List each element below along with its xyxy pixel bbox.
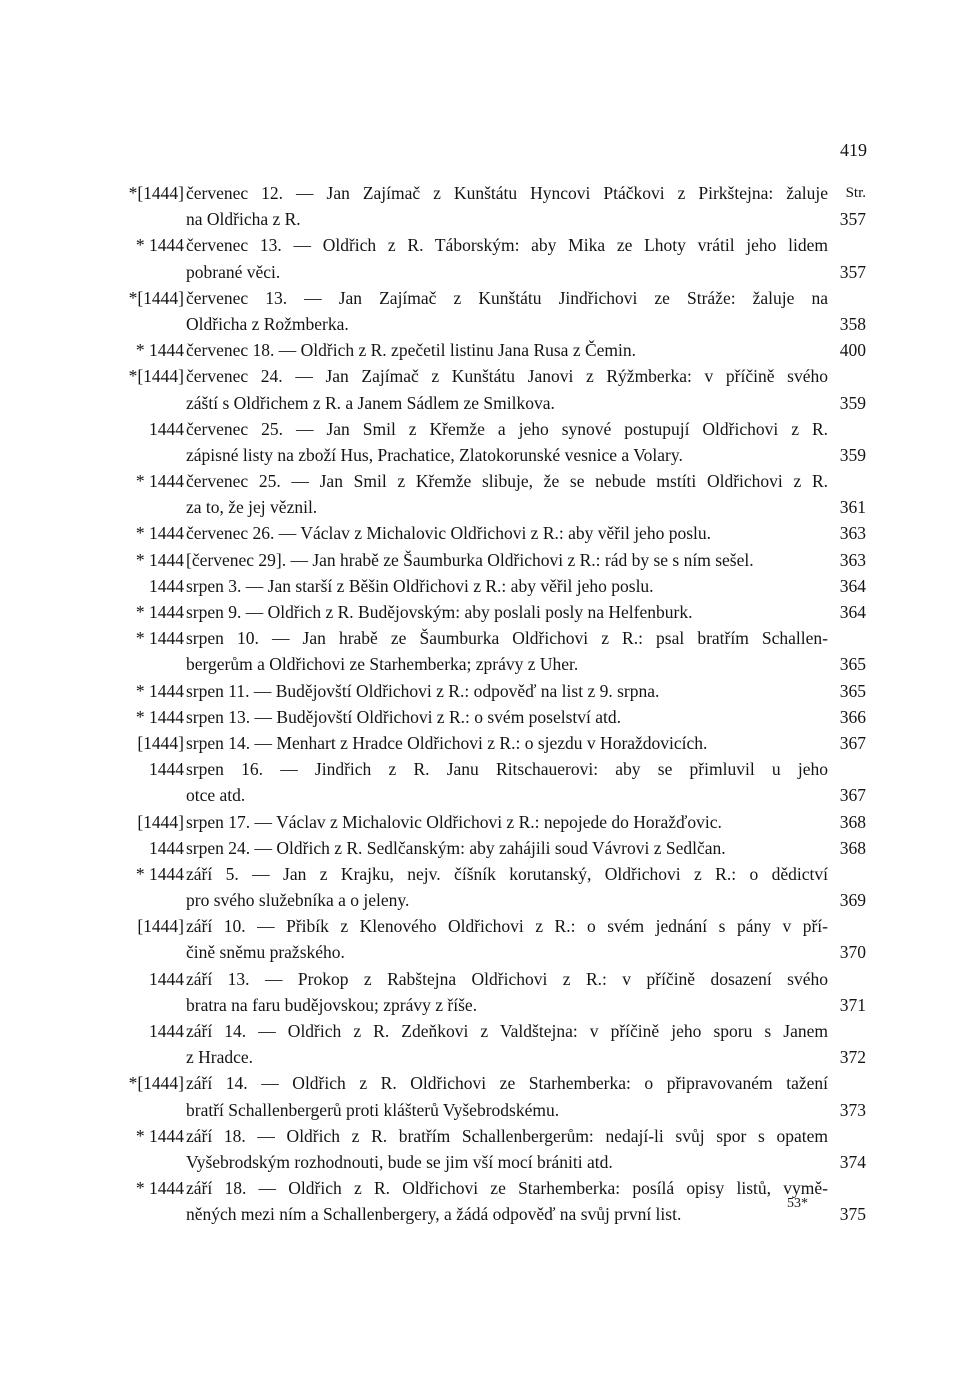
- entry-text: Vyšebrodským rozhodnouti, bude se jim vší mocí brániti atd.: [186, 1151, 613, 1172]
- entry-line: [116, 599, 866, 625]
- index-entry: [116, 520, 866, 546]
- index-entry: [116, 835, 866, 861]
- index-entry: [116, 861, 866, 913]
- entry-date: [1444]: [137, 732, 184, 753]
- index-entry: [116, 599, 866, 625]
- entry-date: *[1444]: [128, 183, 184, 203]
- entry-line: [116, 520, 866, 546]
- entry-page-ref: 367: [839, 785, 866, 806]
- entry-page-ref: 358: [839, 313, 866, 334]
- entry-line: [116, 285, 866, 311]
- entry-text: srpen 14. — Menhart z Hradce Oldřichovi z R.: o sjezdu v Horaždovicích.: [186, 732, 708, 753]
- index-entry: [116, 1018, 866, 1070]
- entry-text: srpen 3. — Jan starší z Běšin Oldřichovi z R.: aby věřil jeho poslu.: [186, 575, 654, 596]
- entry-line: [116, 259, 866, 285]
- entry-text: čině sněmu pražského.: [186, 942, 345, 963]
- entry-page-ref: 370: [839, 942, 866, 963]
- entry-date: 1444: [149, 968, 184, 989]
- entry-date: * 1444: [135, 1125, 184, 1146]
- entry-text: záští s Oldřichem z R. a Janem Sádlem ze Smilkova.: [186, 392, 555, 413]
- index-entry: [116, 285, 866, 337]
- index-entry: [116, 730, 866, 756]
- entry-text: za to, že jej věznil.: [186, 497, 318, 518]
- entry-date: [1444]: [137, 811, 184, 832]
- entry-line: [116, 730, 866, 756]
- entry-text: září 13. — Prokop z Rabštejna Oldřichovi z R.: v příčině dosazení svého: [186, 968, 828, 989]
- entry-date: * 1444: [135, 602, 184, 622]
- entry-date: 1444: [149, 418, 184, 439]
- entry-date: * 1444: [135, 706, 184, 727]
- entry-line: [116, 651, 866, 677]
- index-entry: [116, 809, 866, 835]
- entry-date: * 1444: [135, 863, 184, 884]
- entry-text: září 5. — Jan z Krajku, nejv. číšník korutanský, Oldřichovi z R.: o dědictví: [186, 863, 828, 884]
- entry-date: *[1444]: [128, 366, 184, 387]
- entry-line: [116, 416, 866, 442]
- entry-text: srpen 9. — Oldřich z R. Budějovským: aby poslali posly na Helfenburk.: [186, 602, 693, 622]
- entry-page-ref: 361: [839, 497, 866, 518]
- entry-page-ref: 369: [839, 890, 866, 911]
- entry-page-ref: 357: [839, 209, 866, 230]
- entry-line: [116, 390, 866, 416]
- entry-text: [červenec 29]. — Jan hrabě ze Šaumburka Oldřichovi z R.: rád by se s ním sešel.: [186, 549, 754, 570]
- entry-text: září 14. — Oldřich z R. Oldřichovi ze Starhemberka: o připravovaném tažení: [186, 1073, 828, 1094]
- entry-line: [116, 756, 866, 782]
- entry-text: srpen 11. — Budějovští Oldřichovi z R.: odpověď na list z 9. srpna.: [186, 680, 660, 701]
- entry-line: [116, 678, 866, 704]
- entry-text: srpen 24. — Oldřich z R. Sedlčanským: aby zahájili soud Vávrovi z Sedlčan.: [186, 837, 726, 858]
- entry-page-ref: 373: [839, 1099, 866, 1120]
- entry-page-ref: 368: [839, 837, 866, 858]
- entry-line: [116, 1097, 866, 1123]
- entry-text: srpen 17. — Václav z Michalovic Oldřichovi z R.: nepojede do Horažďovic.: [186, 811, 722, 832]
- entry-date: * 1444: [135, 471, 184, 492]
- index-entry: [116, 625, 866, 677]
- index-entries: [116, 180, 866, 1228]
- index-entry: [116, 232, 866, 284]
- entry-date: * 1444: [135, 680, 184, 701]
- index-entry: [116, 756, 866, 808]
- entry-text: bratří Schallenbergerů proti klášterů Vyšebrodskému.: [186, 1099, 560, 1120]
- entry-text: Oldřicha z Rožmberka.: [186, 313, 349, 334]
- index-entry: [116, 1070, 866, 1122]
- entry-line: [116, 625, 866, 651]
- entry-page-ref: 357: [839, 261, 866, 282]
- entry-date: *[1444]: [128, 1073, 184, 1094]
- entry-line: [116, 887, 866, 913]
- entry-text: srpen 16. — Jindřich z R. Janu Ritschauerovi: aby se přimluvil u jeho: [186, 759, 828, 780]
- entry-line: [116, 782, 866, 808]
- entry-line: [116, 913, 866, 939]
- entry-text: na Oldřicha z R.: [186, 209, 301, 230]
- entry-text: září 18. — Oldřich z R. bratřím Schallenbergerům: nedají-li svůj spor s opatem: [186, 1125, 828, 1146]
- entry-page-ref: 365: [839, 654, 866, 675]
- entry-line: [116, 966, 866, 992]
- entry-page-ref: 363: [839, 549, 866, 570]
- entry-text: červenec 25. — Jan Smil z Křemže slibuje, že se nebude mstíti Oldřichovi z R.: [186, 471, 828, 492]
- entry-line: [116, 494, 866, 520]
- entry-text: z Hradce.: [186, 1047, 254, 1068]
- entry-line: [116, 809, 866, 835]
- index-entry: [116, 704, 866, 730]
- entry-page-ref: 374: [839, 1151, 866, 1172]
- entry-text: červenec 12. — Jan Zajímač z Kunštátu Hyncovi Ptáčkovi z Pirkštejna: žaluje: [186, 183, 828, 203]
- entry-date: * 1444: [135, 549, 184, 570]
- entry-date: * 1444: [135, 340, 184, 361]
- index-entry: [116, 573, 866, 599]
- entry-line: [116, 573, 866, 599]
- entry-line: [116, 1070, 866, 1096]
- entry-line: [116, 206, 866, 232]
- entry-date: * 1444: [135, 628, 184, 649]
- entry-line: [116, 704, 866, 730]
- index-entry: [116, 1123, 866, 1175]
- entry-page-ref: 372: [839, 1047, 866, 1068]
- entry-date: * 1444: [135, 1178, 184, 1199]
- index-entry: [116, 468, 866, 520]
- entry-line: [116, 835, 866, 861]
- index-entry: [116, 678, 866, 704]
- entry-text: bratra na faru budějovskou; zprávy z říše.: [186, 994, 478, 1015]
- entry-page-ref: 359: [839, 444, 866, 465]
- index-entry: [116, 966, 866, 1018]
- entry-text: červenec 25. — Jan Smil z Křemže a jeho synové postupují Oldřichovi z R.: [186, 418, 828, 439]
- entry-page-ref: 400: [839, 340, 866, 361]
- entry-page-ref: 365: [839, 680, 866, 701]
- entry-line: [116, 1201, 866, 1227]
- entry-text: září 10. — Přibík z Klenového Oldřichovi z R.: o svém jednání s pány v pří-: [186, 916, 828, 937]
- entry-date: 1444: [149, 759, 184, 780]
- entry-text: pobrané věci.: [186, 261, 281, 282]
- index-entry: [116, 180, 866, 232]
- entry-line: [116, 861, 866, 887]
- entry-page-ref: 368: [839, 811, 866, 832]
- index-entry: [116, 547, 866, 573]
- index-entry: [116, 337, 866, 363]
- entry-line: [116, 1044, 866, 1070]
- entry-text: červenec 13. — Jan Zajímač z Kunštátu Jindřichovi ze Stráže: žaluje na: [186, 287, 828, 308]
- entry-date: *[1444]: [128, 287, 184, 308]
- entry-line: [116, 992, 866, 1018]
- entry-text: červenec 26. — Václav z Michalovic Oldřichovi z R.: aby věřil jeho poslu.: [186, 523, 711, 544]
- entry-page-ref: 364: [839, 575, 866, 596]
- index-entry: [116, 1175, 866, 1227]
- entry-text: srpen 13. — Budějovští Oldřichovi z R.: o svém poselství atd.: [186, 706, 622, 727]
- entry-page-ref: 375: [839, 1204, 866, 1225]
- entry-text: zápisné listy na zboží Hus, Prachatice, Zlatokorunské vesnice a Volary.: [186, 444, 683, 465]
- entry-line: [116, 442, 866, 468]
- entry-text: otce atd.: [186, 785, 246, 806]
- entry-date: * 1444: [135, 235, 184, 256]
- entry-date: 1444: [149, 837, 184, 858]
- entry-text: srpen 10. — Jan hrabě ze Šaumburka Oldřichovi z R.: psal bratřím Schallen-: [186, 628, 828, 649]
- entry-text: září 18. — Oldřich z R. Oldřichovi ze Starhemberka: posílá opisy listů, vymě-: [186, 1178, 828, 1199]
- entry-line: [116, 1018, 866, 1044]
- entry-page-ref: 366: [839, 706, 866, 727]
- index-entry: [116, 913, 866, 965]
- entry-line: [116, 939, 866, 965]
- entry-line: [116, 1123, 866, 1149]
- entry-date: 1444: [149, 575, 184, 596]
- page-number: 419: [840, 140, 867, 160]
- entry-page-ref: 364: [839, 602, 866, 622]
- entry-text: něných mezi ním a Schallenbergery, a žádá odpověď na svůj první list.: [186, 1204, 682, 1225]
- index-entry: [116, 363, 866, 415]
- entry-line: [116, 1175, 866, 1201]
- entry-line: [116, 547, 866, 573]
- entry-text: bergerům a Oldřichovi ze Starhemberka; zprávy z Uher.: [186, 654, 579, 675]
- entry-line: [116, 180, 866, 206]
- index-entry: [116, 416, 866, 468]
- entry-text: červenec 13. — Oldřich z R. Táborským: aby Mika ze Lhoty vrátil jeho lidem: [186, 235, 828, 256]
- entry-page-ref: 359: [839, 392, 866, 413]
- entry-text: pro svého služebníka a o jeleny.: [186, 890, 410, 911]
- entry-date: [1444]: [137, 916, 184, 937]
- entry-page-ref: 367: [839, 732, 866, 753]
- entry-text: září 14. — Oldřich z R. Zdeňkovi z Valdštejna: v příčině jeho sporu s Janem: [186, 1021, 828, 1041]
- entry-line: [116, 311, 866, 337]
- entry-date: 1444: [149, 1021, 184, 1041]
- entry-line: [116, 1149, 866, 1175]
- entry-line: [116, 232, 866, 258]
- entry-page-ref: 363: [839, 523, 866, 544]
- entry-text: červenec 18. — Oldřich z R. zpečetil listinu Jana Rusa z Čemin.: [186, 340, 637, 361]
- entry-text: červenec 24. — Jan Zajímač z Kunštátu Janovi z Rýžmberka: v příčině svého: [186, 366, 828, 387]
- printer-signature: 53*: [787, 1196, 808, 1211]
- entry-line: [116, 337, 866, 363]
- entry-page-ref: 371: [839, 994, 866, 1015]
- entry-line: [116, 363, 866, 389]
- column-label: Str.: [845, 185, 866, 201]
- entry-line: [116, 468, 866, 494]
- entry-date: * 1444: [135, 523, 184, 544]
